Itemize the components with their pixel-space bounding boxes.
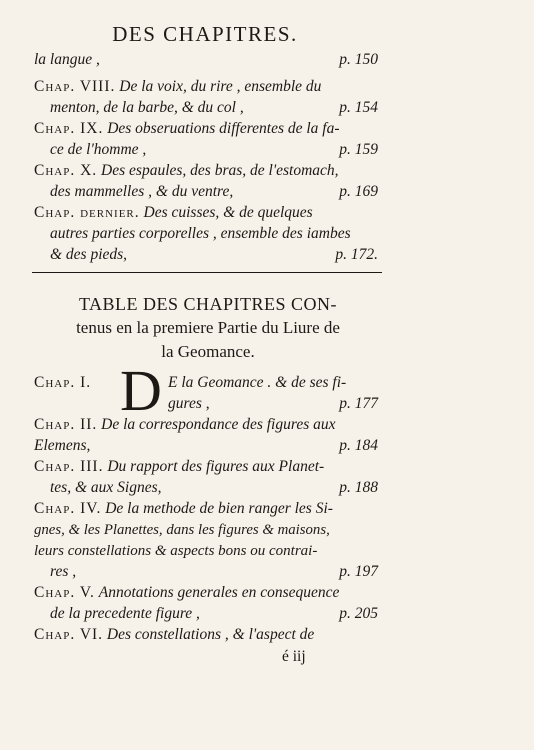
toc-text: res ,: [50, 563, 77, 580]
toc-line: [50, 245, 378, 265]
toc-text: leurs constellations & aspects bons ou contrai-: [34, 543, 318, 559]
toc-text: De la correspondance des figures aux: [101, 416, 336, 433]
drop-capital: D: [120, 358, 162, 423]
toc-text: autres parties corporelles , ensemble des iambes: [50, 225, 351, 242]
chapter-label: Chap. V.: [34, 584, 95, 601]
toc-text: de la precedente figure ,: [50, 605, 200, 622]
toc-page: p. 205: [339, 605, 378, 622]
toc-text: gnes, & les Planettes, dans les figures & maisons,: [34, 522, 330, 538]
toc-line: [34, 50, 378, 70]
toc-line: [34, 520, 378, 540]
toc-text: la langue ,: [34, 51, 100, 68]
toc-text: Des cuisses, & de quelques: [143, 204, 313, 221]
toc-line: [168, 394, 378, 414]
toc-text: tes, & aux Signes,: [50, 479, 162, 496]
toc-line: [50, 224, 378, 244]
toc-page: p. 177: [339, 395, 378, 412]
chapter-label: Chap. II.: [34, 416, 98, 433]
toc-page: p. 197: [339, 563, 378, 580]
toc-page: p. 188: [339, 479, 378, 496]
divider-rule: [32, 272, 382, 273]
toc-line: [34, 203, 378, 223]
toc-line: [50, 98, 378, 118]
toc-line: [50, 604, 378, 624]
signature-mark: é iij: [282, 648, 306, 665]
toc-line: [34, 625, 378, 645]
toc-page: p. 184: [339, 437, 378, 454]
toc-line: [34, 583, 378, 603]
chapter-label: Chap. dernier.: [34, 204, 140, 221]
toc-text: Des constellations , & l'aspect de: [106, 626, 315, 643]
toc-text: ce de l'homme ,: [50, 141, 147, 158]
toc-text: De la voix, du rire , ensemble du: [119, 78, 322, 95]
chapter-label: Chap. IX.: [34, 120, 104, 137]
toc-line: [34, 77, 378, 97]
section-subtitle: tenus en la premiere Partie du Liure de: [76, 318, 340, 337]
toc-text: menton, de la barbe, & du col ,: [50, 99, 244, 116]
toc-text: Du rapport des figures aux Planet-: [107, 458, 325, 475]
toc-text: Des espaules, des bras, de l'estomach,: [101, 162, 339, 179]
toc-line: [34, 541, 378, 561]
toc-line: [50, 182, 378, 202]
running-header: DES CHAPITRES.: [112, 22, 298, 46]
toc-text: Des obseruations differentes de la fa-: [107, 120, 340, 137]
toc-text: E la Geomance . & de ses fi-: [168, 374, 347, 391]
chapter-label: Chap. I.: [34, 374, 92, 391]
toc-page: p. 159: [339, 141, 378, 158]
chapter-label: Chap. IV.: [34, 500, 102, 517]
toc-line: [34, 119, 378, 139]
chapter-label: Chap. VIII.: [34, 78, 116, 95]
toc-text: De la methode de bien ranger les Si-: [105, 500, 333, 517]
section-title: TABLE DES CHAPITRES CON-: [78, 294, 338, 314]
toc-line: [34, 436, 378, 456]
toc-line: [50, 140, 378, 160]
toc-page: p. 150: [339, 51, 378, 68]
chapter-label: Chap. X.: [34, 162, 98, 179]
toc-text: gures ,: [168, 395, 210, 412]
toc-line: [34, 457, 378, 477]
toc-text: des mammelles , & du ventre,: [50, 183, 234, 200]
toc-page: p. 172.: [335, 246, 378, 263]
section-subtitle: la Geomance.: [161, 342, 255, 361]
toc-line: [34, 161, 378, 181]
toc-line: [50, 562, 378, 582]
toc-text: Elemens,: [34, 437, 91, 454]
toc-text: & des pieds,: [50, 246, 128, 263]
toc-page: p. 154: [339, 99, 378, 116]
chapter-label: Chap. VI.: [34, 626, 104, 643]
toc-line: [34, 499, 378, 519]
toc-line: [34, 415, 378, 435]
chapter-label: Chap. III.: [34, 458, 104, 475]
toc-line: [50, 478, 378, 498]
toc-text: Annotations generales en consequence: [98, 584, 340, 601]
toc-page: p. 169: [339, 183, 378, 200]
